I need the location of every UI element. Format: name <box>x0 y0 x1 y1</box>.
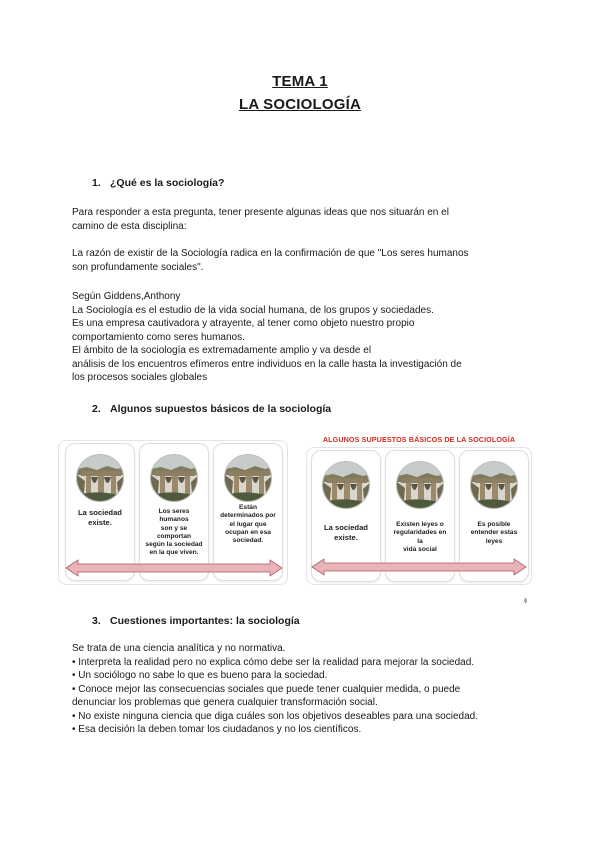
caption-line: regularidades en la <box>393 529 447 545</box>
text-line: La Sociología es el estudio de la vida social humana, de los grupos y sociedades. <box>72 304 434 316</box>
section-3-heading <box>92 615 300 627</box>
text-line: • Conoce mejor las consecuencias sociales que puede tener cualquier medida, o puede <box>72 683 461 695</box>
text-line: Para responder a esta pregunta, tener presente algunas ideas que nos situarán en el <box>72 207 449 218</box>
card-caption <box>218 504 278 545</box>
caption-line: según la sociedad <box>145 541 203 549</box>
text-line: El ámbito de la sociología es extremadamente amplio y va desde el <box>72 345 372 356</box>
caption-line: Los seres humanos <box>158 508 190 524</box>
text-line: • Esa decisión la deben tomar los ciudadanos y no los científicos. <box>72 724 362 735</box>
caption-line: leyes <box>485 537 503 545</box>
caption-line: La sociedad <box>324 523 368 532</box>
caption-line: el lugar que <box>229 520 267 528</box>
caption-line: existe. <box>88 517 112 527</box>
section-3-paragraph <box>72 642 528 737</box>
caption-line: entender estas <box>470 529 518 537</box>
document-title: TEMA 1 <box>272 73 328 90</box>
card-caption <box>70 508 130 527</box>
text-line: camino de esta disciplina: <box>72 220 187 232</box>
caption-line: sociedad. <box>232 537 264 545</box>
text-line: Es una empresa cautivadora y atrayente, al tener como objeto nuestro propio <box>72 318 415 329</box>
bridge-photo-icon <box>224 454 272 502</box>
card-caption <box>144 508 204 558</box>
bridge-photo-icon <box>150 454 198 502</box>
section-2-title: Algunos supuestos básicos de la sociología <box>110 403 332 415</box>
caption-line: Es posible <box>477 521 511 528</box>
section-1-title: ¿Qué es la sociología? <box>110 177 225 189</box>
text-line: son profundamente sociales". <box>72 261 204 273</box>
section-1-number: 1. <box>92 177 101 189</box>
text-line: • No existe ninguna ciencia que diga cuáles son los objetivos deseables para una sociedad. <box>72 710 478 722</box>
text-line: La razón de existir de la Sociología radica en la confirmación de que "Los seres humanos <box>72 248 469 259</box>
section-3-number: 3. <box>92 615 101 627</box>
caption-line: Existen leyes o <box>396 521 444 528</box>
section-1-paragraph-2 <box>72 247 528 274</box>
bridge-photo-icon <box>322 461 370 509</box>
section-2-number: 2. <box>92 403 101 415</box>
section-3-title: Cuestiones importantes: la sociología <box>110 615 300 627</box>
section-2-heading <box>92 403 331 415</box>
text-line: • Un sociólogo no sabe lo que es bueno para la sociedad. <box>72 670 328 681</box>
caption-line: vida social <box>403 545 437 553</box>
section-1-heading <box>92 177 224 189</box>
text-line: comportamiento como seres humanos. <box>72 331 245 343</box>
caption-line: son y se comportan <box>156 524 192 540</box>
double-arrow-icon <box>311 558 527 576</box>
caption-line: en la que viven. <box>149 549 199 557</box>
document-subtitle: LA SOCIOLOGÍA <box>238 96 362 113</box>
bridge-photo-icon <box>76 454 124 502</box>
card-caption <box>464 521 524 546</box>
section-1-paragraph-1 <box>72 206 528 233</box>
double-arrow-icon <box>65 559 283 577</box>
bridge-photo-icon <box>396 461 444 509</box>
diagram-left <box>58 440 288 585</box>
text-line: los procesos sociales globales <box>72 372 208 383</box>
bridge-photo-icon <box>470 461 518 509</box>
diagram-title: ALGUNOS SUPUESTOS BÁSICOS DE LA SOCIOLOGÍA <box>322 435 516 444</box>
caption-line: La sociedad <box>78 508 122 517</box>
text-line: análisis de los encuentros efímeros entre individuos en la calle hasta la investigación de <box>72 358 462 370</box>
text-line: Según Giddens,Anthony <box>72 291 181 302</box>
text-line: denunciar los problemas que genera cualquier transformación social. <box>72 697 378 708</box>
diagram-right <box>306 447 532 585</box>
diagram-mark: ɸ <box>524 598 528 604</box>
section-1-paragraph-3 <box>72 290 528 385</box>
card-caption <box>316 523 376 542</box>
text-line: Se trata de una ciencia analítica y no normativa. <box>72 643 286 654</box>
caption-line: ocupan en esa <box>225 528 271 536</box>
caption-line: existe. <box>334 532 358 542</box>
caption-line: Están <box>239 504 257 511</box>
text-line: • Interpreta la realidad pero no explica cómo debe ser la realidad para mejorar la sociedad. <box>72 656 475 668</box>
caption-line: determinados por <box>220 512 276 520</box>
card-caption <box>390 521 450 554</box>
